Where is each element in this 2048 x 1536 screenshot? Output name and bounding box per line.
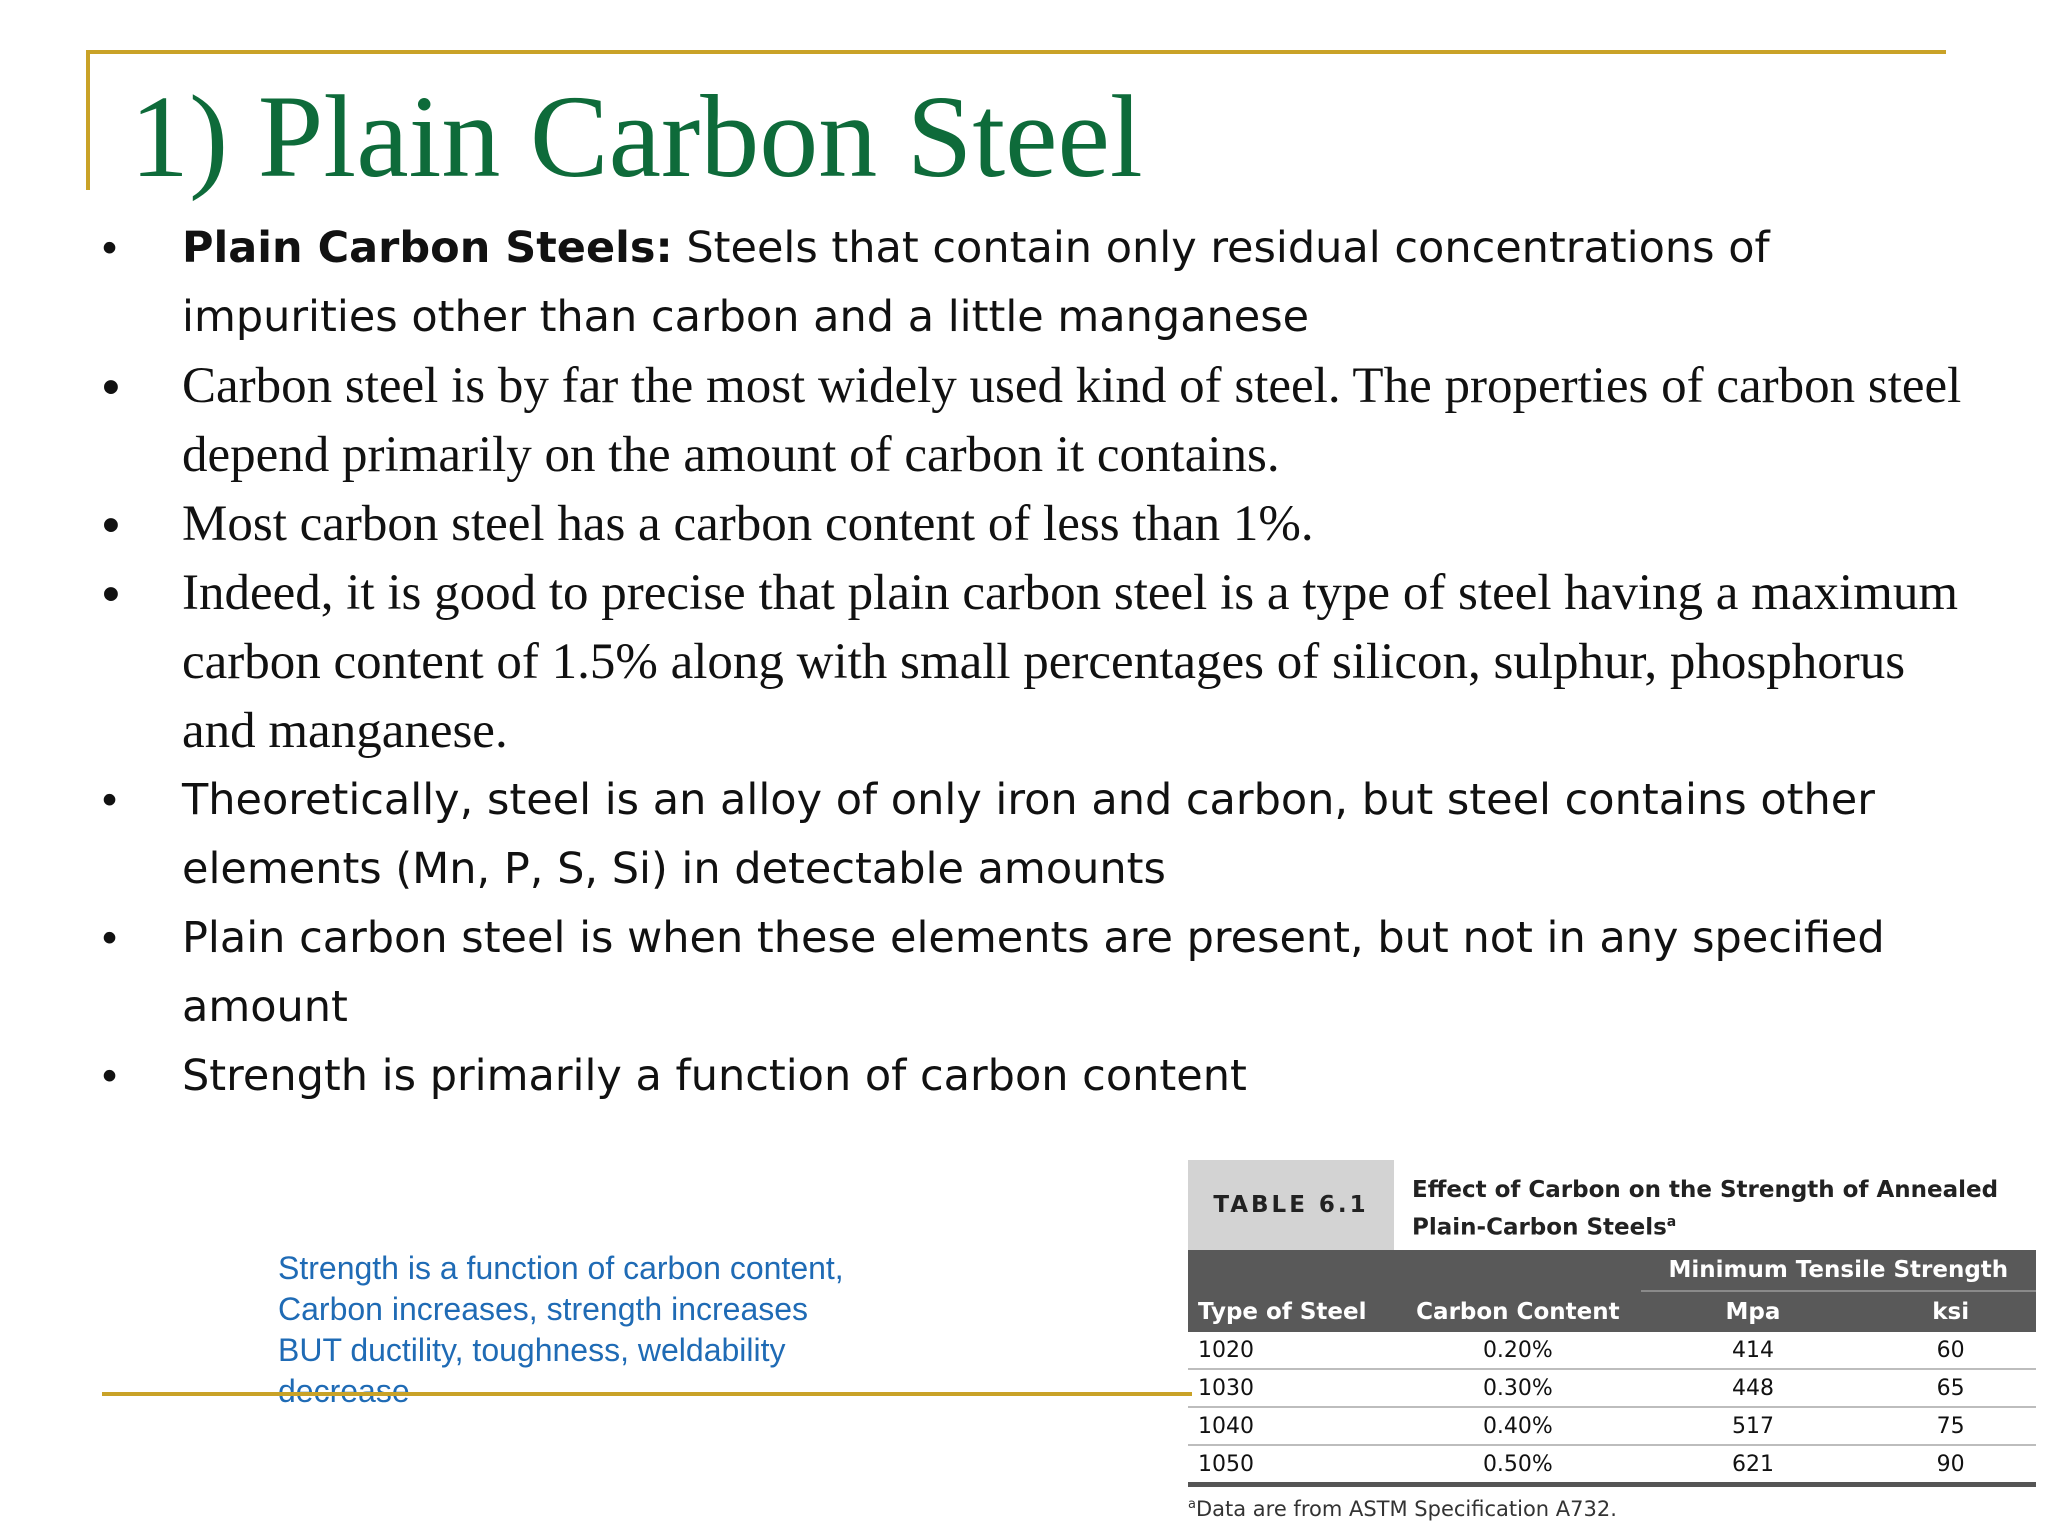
table-cell: 1050 — [1188, 1445, 1395, 1485]
caption-line: Effect of Carbon on the Strength of Annealed — [1412, 1177, 1999, 1203]
bullet-item — [102, 766, 1982, 904]
bullet-item — [102, 352, 1982, 490]
table-cell: 90 — [1865, 1445, 2036, 1485]
bullet-glyph: • — [102, 776, 118, 824]
table-row — [1188, 1407, 2036, 1445]
table-header-row — [1188, 1291, 2036, 1332]
bullet-item — [102, 490, 1982, 559]
table-heading — [1188, 1160, 2036, 1250]
table-cell: 0.30% — [1395, 1369, 1641, 1407]
note-line: Carbon increases, strength increases — [278, 1291, 809, 1327]
table-cell: 517 — [1641, 1407, 1866, 1445]
bullet-text: Strength is primarily a function of carbon content — [182, 1051, 1247, 1101]
table-label: TABLE 6.1 — [1188, 1160, 1394, 1250]
bullet-text: Indeed, it is good to precise that plain carbon steel is a type of steel having a maximum carbon content of 1.5% along with small percentages of silicon, sulphur, phosphorus and manganese. — [182, 565, 1959, 759]
bullet-glyph: • — [102, 496, 120, 553]
left-rule — [86, 50, 90, 190]
bullet-glyph: • — [102, 224, 118, 272]
footnote-text: Data are from ASTM Specification A732. — [1195, 1497, 1617, 1521]
bullet-item — [102, 904, 1982, 1042]
top-rule — [86, 50, 1946, 54]
footnote-mark: a — [1188, 1497, 1196, 1512]
strength-note — [278, 1248, 958, 1412]
caption-footnote-mark: a — [1666, 1214, 1677, 1230]
table-cell: 1040 — [1188, 1407, 1395, 1445]
bullet-text: Carbon steel is by far the most widely used kind of steel. The properties of carbon steel depend primarily on the amount of carbon it contains. — [182, 358, 1962, 483]
column-header: ksi — [1932, 1299, 1970, 1325]
table-row — [1188, 1332, 2036, 1369]
caption-line — [1412, 1206, 2036, 1244]
table-cell: 1020 — [1188, 1332, 1395, 1369]
table-cell: 0.20% — [1395, 1332, 1641, 1369]
table-cell: 0.50% — [1395, 1445, 1641, 1485]
group-header-cell: Minimum Tensile Strength — [1641, 1250, 2036, 1291]
column-header: Carbon Content — [1416, 1298, 1620, 1325]
bullet-glyph: • — [102, 358, 120, 415]
table-cell: 65 — [1865, 1369, 2036, 1407]
empty-header-cell — [1188, 1250, 1395, 1291]
note-line: Strength is a function of carbon content, — [278, 1250, 844, 1286]
data-table — [1188, 1250, 2036, 1487]
table-cell: 1030 — [1188, 1369, 1395, 1407]
bullet-list — [102, 214, 1982, 1111]
table-cell: 621 — [1641, 1445, 1866, 1485]
carbon-strength-table — [1188, 1160, 2036, 1521]
empty-header-cell — [1395, 1250, 1641, 1291]
slide-title: 1) Plain Carbon Steel — [130, 71, 1143, 202]
table-cell: 414 — [1641, 1332, 1866, 1369]
table-cell: 75 — [1865, 1407, 2036, 1445]
caption-line-text: Plain-Carbon Steels — [1412, 1214, 1667, 1241]
bullet-glyph: • — [102, 565, 120, 622]
table-cell: 60 — [1865, 1332, 2036, 1369]
bullet-text: Plain carbon steel is when these elements are present, but not in any specified amount — [182, 913, 1885, 1032]
bullet-text: Most carbon steel has a carbon content of less than 1%. — [182, 496, 1314, 552]
table-footnote — [1188, 1497, 2036, 1521]
bullet-glyph: • — [102, 914, 118, 962]
bottom-rule — [102, 1392, 1192, 1396]
table-cell: 448 — [1641, 1369, 1866, 1407]
table-row — [1188, 1445, 2036, 1485]
table-row — [1188, 1369, 2036, 1407]
bullet-bold-lead: Plain Carbon Steels: — [182, 223, 673, 273]
bullet-text: Theoretically, steel is an alloy of only iron and carbon, but steel contains other elements (Mn, P, S, Si) in detectable amounts — [182, 775, 1875, 894]
bullet-text: Steels that contain only residual concentrations of impurities other than carbon and a little manganese — [182, 223, 1770, 342]
column-header: Type of Steel — [1198, 1298, 1367, 1325]
table-caption — [1394, 1160, 2036, 1250]
note-line: BUT ductility, toughness, weldability — [278, 1332, 786, 1368]
bullet-item — [102, 214, 1982, 352]
note-line: decrease — [278, 1373, 410, 1409]
table-group-header-row — [1188, 1250, 2036, 1291]
bullet-glyph: • — [102, 1052, 118, 1100]
table-cell: 0.40% — [1395, 1407, 1641, 1445]
bullet-item — [102, 559, 1982, 766]
bullet-item — [102, 1042, 1982, 1111]
column-header: Mpa — [1725, 1299, 1781, 1325]
